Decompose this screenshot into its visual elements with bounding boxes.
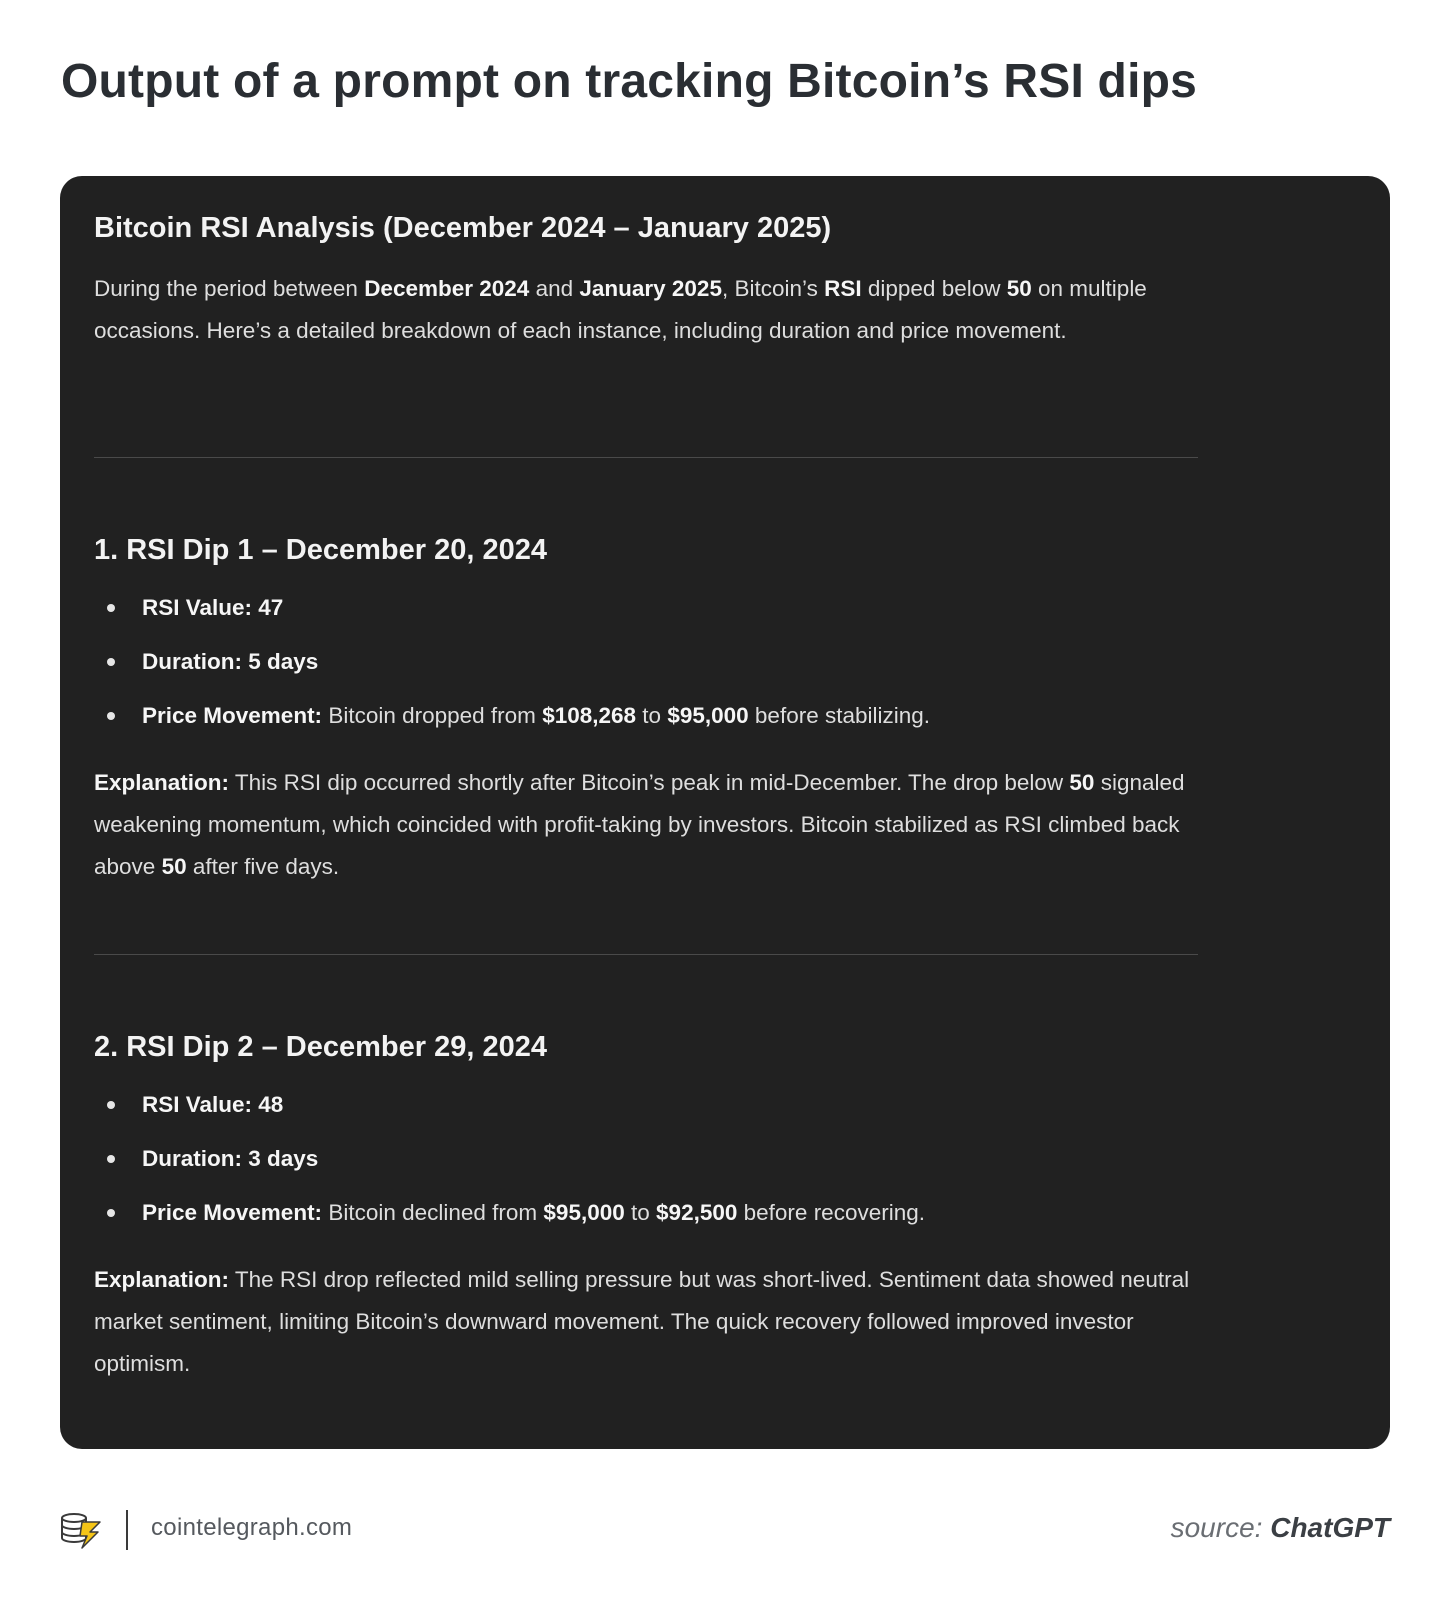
source-credit [1171, 1512, 1390, 1544]
dip-1-explanation: Explanation: This RSI dip occurred shortly after Bitcoin’s peak in mid-December. The drop below 50 signaled weakening momentum, which coincided with profit-taking by investors. Bitcoin stabilized as RSI climbed back above 50 after five days. [94, 770, 1185, 879]
footer [60, 1508, 1390, 1552]
dip-1-details [94, 581, 1198, 743]
list-item: Duration: 3 days [94, 1132, 1198, 1186]
bullet-icon [107, 1209, 115, 1217]
list-item: RSI Value: 47 [94, 581, 1198, 635]
bullet-icon [107, 604, 115, 612]
dip-2-details [94, 1078, 1198, 1240]
bullet-icon [107, 1101, 115, 1109]
section-divider [94, 954, 1198, 955]
footer-separator [126, 1510, 128, 1550]
list-item: Duration: 5 days [94, 635, 1198, 689]
bullet-icon [107, 658, 115, 666]
list-item: Price Movement: Bitcoin dropped from $108,268 to $95,000 before stabilizing. [94, 689, 1198, 743]
dip-2-heading: 2. RSI Dip 2 – December 29, 2024 [94, 1031, 547, 1063]
list-item: RSI Value: 48 [94, 1078, 1198, 1132]
analysis-title: Bitcoin RSI Analysis (December 2024 – January 2025) [94, 212, 832, 244]
source-label: source: [1170, 1512, 1263, 1543]
dip-2-explanation: Explanation: The RSI drop reflected mild selling pressure but was short-lived. Sentiment data showed neutral market sentiment, limiting Bitcoin’s downward movement. The quick recovery followed improved investor optimism. [94, 1267, 1190, 1376]
site-link[interactable]: cointelegraph.com [151, 1514, 353, 1541]
cointelegraph-logo-icon [60, 1510, 104, 1550]
source-name: ChatGPT [1270, 1512, 1390, 1543]
intro-paragraph: During the period between December 2024 and January 2025, Bitcoin’s RSI dipped below 50 on multiple occasions. Here’s a detailed breakdown of each instance, including duration and price movement. [94, 276, 1147, 343]
section-divider [94, 457, 1198, 458]
list-item: Price Movement: Bitcoin declined from $95,000 to $92,500 before recovering. [94, 1186, 1198, 1240]
bullet-icon [107, 1155, 115, 1163]
page-title: Output of a prompt on tracking Bitcoin’s RSI dips [61, 55, 1198, 108]
dip-1-heading: 1. RSI Dip 1 – December 20, 2024 [94, 534, 547, 566]
chat-response-panel [60, 176, 1390, 1449]
bullet-icon [107, 712, 115, 720]
